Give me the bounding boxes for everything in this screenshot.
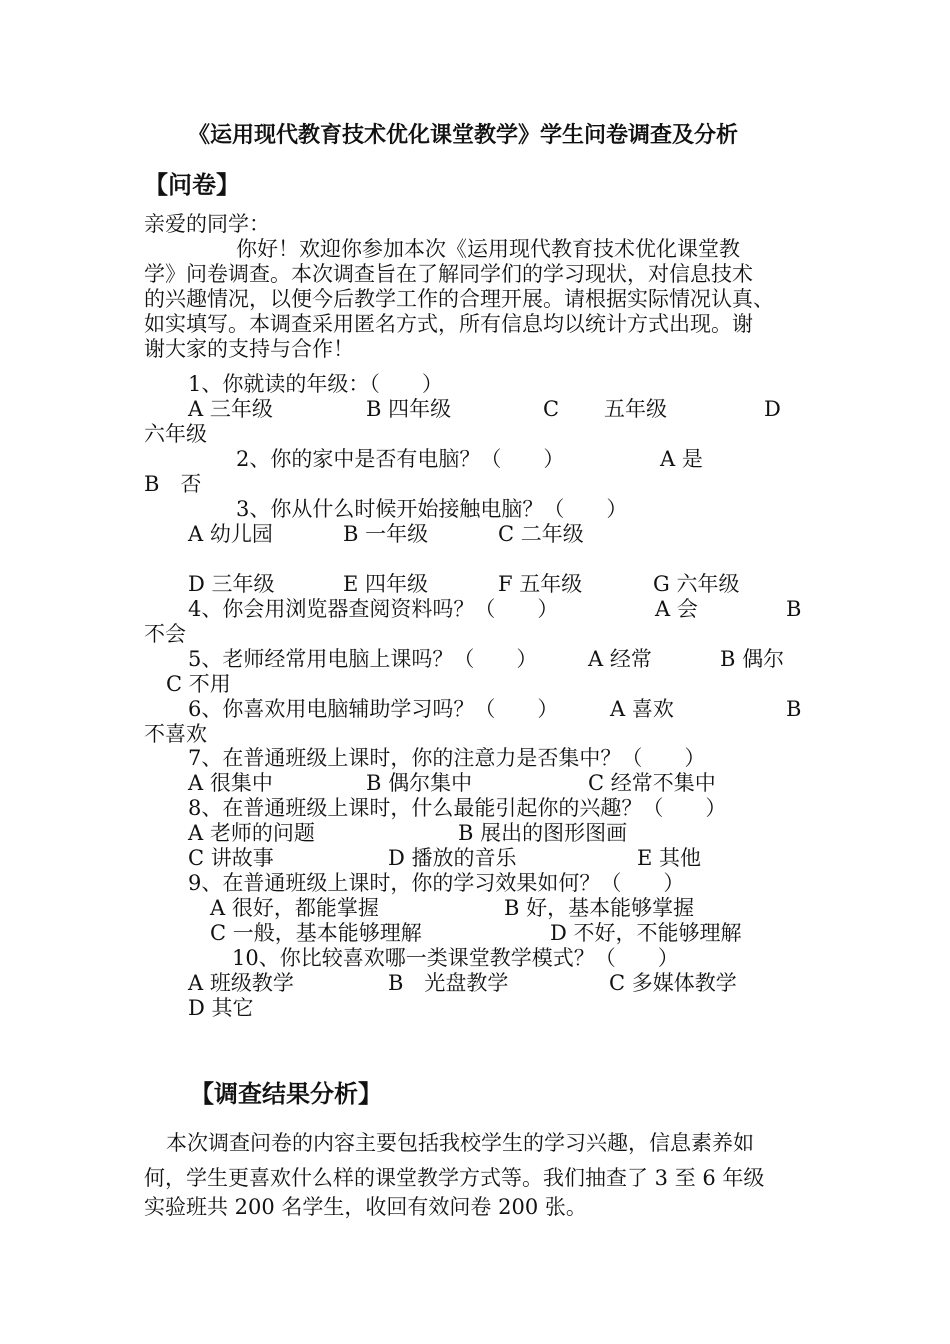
question-9-option-d: D 不好，不能够理解: [550, 921, 742, 945]
question-3-stem: 3、你从什么时候开始接触电脑？（ ）: [236, 497, 628, 521]
question-5-option-a: A 经常: [588, 647, 652, 671]
question-1-option-c-letter: C: [543, 397, 560, 421]
question-8-option-c: C 讲故事: [188, 846, 274, 870]
question-10-option-c: C 多媒体教学: [609, 971, 737, 995]
question-4-stem: 4、你会用浏览器查阅资料吗？（ ）: [188, 597, 559, 621]
question-8-option-e: E 其他: [637, 846, 702, 870]
question-5-stem: 5、老师经常用电脑上课吗？（ ）: [188, 647, 538, 671]
greeting: 亲爱的同学：: [144, 212, 270, 236]
question-4-option-b-letter: B: [786, 597, 802, 621]
question-1-stem: 1、你就读的年级：（ ）: [188, 372, 443, 396]
question-3-option-b: B 一年级: [343, 522, 429, 546]
intro-line: 的兴趣情况，以便今后教学工作的合理开展。请根据实际情况认真、: [144, 287, 774, 311]
question-9-option-a: A 很好，都能掌握: [210, 896, 379, 920]
question-10-option-b: B 光盘教学: [388, 971, 509, 995]
question-8-option-a: A 老师的问题: [188, 821, 315, 845]
question-1-option-a: A 三年级: [188, 397, 273, 421]
question-1-option-d-text: 六年级: [144, 422, 207, 446]
question-6-stem: 6、你喜欢用电脑辅助学习吗？（ ）: [188, 697, 559, 721]
question-10-option-d: D 其它: [188, 996, 254, 1020]
question-7-option-b: B 偶尔集中: [366, 771, 473, 795]
question-9-stem: 9、在普通班级上课时，你的学习效果如何？（ ）: [188, 871, 685, 895]
question-8-option-d: D 播放的音乐: [388, 846, 517, 870]
section-heading-questionnaire: 【问卷】: [144, 170, 240, 199]
question-7-stem: 7、在普通班级上课时，你的注意力是否集中？（ ）: [188, 746, 706, 770]
question-9-option-c: C 一般，基本能够理解: [210, 921, 422, 945]
question-3-option-a: A 幼儿园: [188, 522, 273, 546]
question-5-option-b: B 偶尔: [720, 647, 785, 671]
question-3-option-d: D 三年级: [188, 572, 275, 596]
question-3-option-g: G 六年级: [653, 572, 740, 596]
intro-line: 你好！欢迎你参加本次《运用现代教育技术优化课堂教: [236, 237, 740, 261]
document-title: 《运用现代教育技术优化课堂教学》学生问卷调查及分析: [188, 122, 739, 148]
question-1-option-d-letter: D: [764, 397, 781, 421]
question-2-option-b: B 否: [144, 472, 202, 496]
question-6-option-b-text: 不喜欢: [144, 722, 207, 746]
question-4-option-b-text: 不会: [144, 622, 186, 646]
question-3-option-c: C 二年级: [498, 522, 584, 546]
question-3-option-f: F 五年级: [498, 572, 583, 596]
question-1-option-b: B 四年级: [366, 397, 452, 421]
question-6-option-a: A 喜欢: [610, 697, 674, 721]
intro-line: 谢大家的支持与合作！: [144, 337, 354, 361]
question-2-option-a: A 是: [660, 447, 703, 471]
question-8-stem: 8、在普通班级上课时，什么最能引起你的兴趣？（ ）: [188, 796, 727, 820]
analysis-line: 何，学生更喜欢什么样的课堂教学方式等。我们抽查了 3 至 6 年级: [144, 1166, 765, 1190]
section-heading-analysis: 【调查结果分析】: [190, 1079, 382, 1108]
analysis-line: 本次调查问卷的内容主要包括我校学生的学习兴趣，信息素养如: [166, 1131, 754, 1155]
question-7-option-a: A 很集中: [188, 771, 273, 795]
question-3-option-e: E 四年级: [343, 572, 429, 596]
question-1-option-c-text: 五年级: [604, 397, 667, 421]
question-5-option-c: C 不用: [166, 672, 231, 696]
question-6-option-b-letter: B: [786, 697, 802, 721]
intro-line: 学》问卷调查。本次调查旨在了解同学们的学习现状，对信息技术: [144, 262, 753, 286]
intro-line: 如实填写。本调查采用匿名方式，所有信息均以统计方式出现。谢: [144, 312, 753, 336]
question-10-stem: 10、你比较喜欢哪一类课堂教学模式？（ ）: [232, 946, 679, 970]
analysis-line: 实验班共 200 名学生，收回有效问卷 200 张。: [144, 1195, 587, 1219]
question-7-option-c: C 经常不集中: [588, 771, 716, 795]
question-9-option-b: B 好，基本能够掌握: [504, 896, 695, 920]
question-2-stem: 2、你的家中是否有电脑？（ ）: [236, 447, 565, 471]
question-10-option-a: A 班级教学: [188, 971, 294, 995]
question-8-option-b: B 展出的图形图画: [458, 821, 628, 845]
question-4-option-a: A 会: [655, 597, 698, 621]
